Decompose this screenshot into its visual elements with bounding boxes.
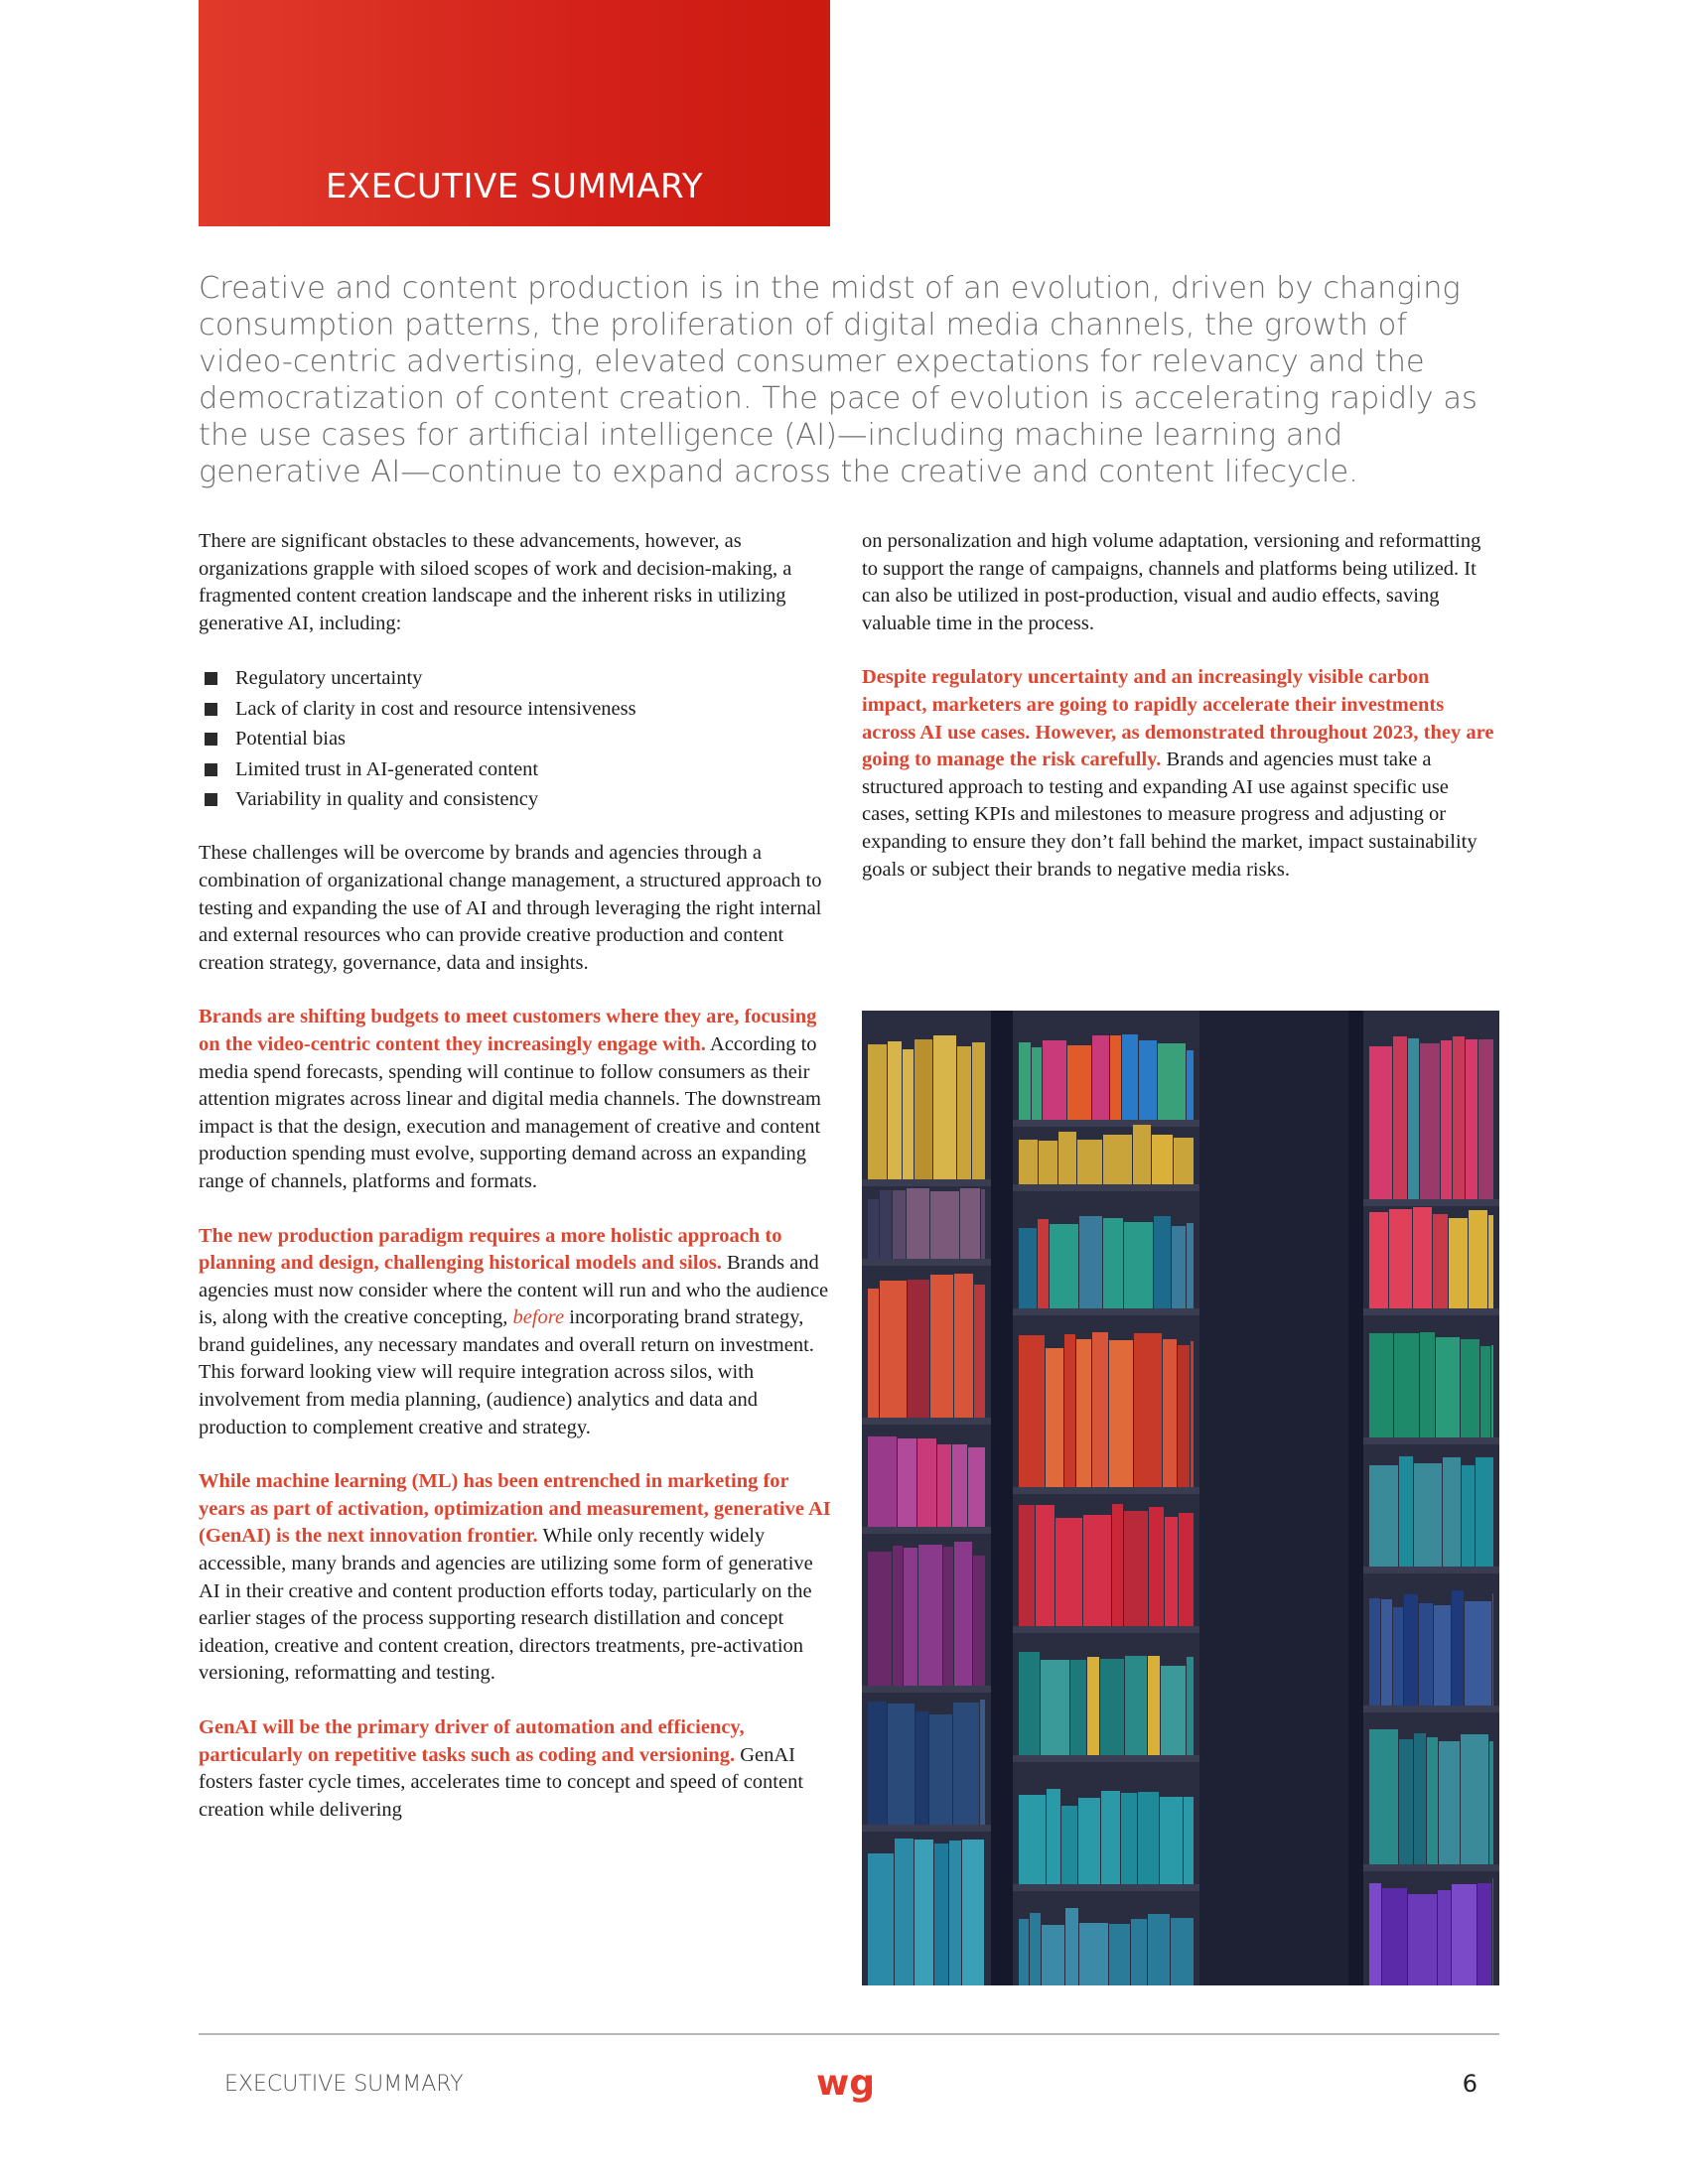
book-spine [981, 1189, 985, 1259]
book-spine [1414, 1733, 1426, 1864]
book-spine [1369, 1883, 1381, 1985]
shelf-board [1363, 1437, 1499, 1444]
book-spine [1187, 1223, 1194, 1308]
list-item: Lack of clarity in cost and resource intensiveness [199, 695, 836, 723]
book-spine [1079, 1216, 1102, 1308]
book-spine [973, 1556, 985, 1686]
book-spine [1489, 1741, 1493, 1864]
book-spine [1184, 1797, 1194, 1884]
book-spine [968, 1447, 985, 1527]
book-spine [1110, 1035, 1121, 1120]
emphasis-text: before [512, 1306, 565, 1329]
book-spine [1070, 1660, 1086, 1755]
book-spine [1187, 1050, 1194, 1120]
challenges-paragraph: These challenges will be overcome by brands and agencies through a combination of organizational change management, a structured approach to testing and expanding the use of AI and through leveraging the right internal and external resources who can provide creative production and content creation strategy, governance, data and insights. [199, 842, 822, 974]
book-spine [1408, 1894, 1437, 1985]
book-spine [1092, 1035, 1109, 1120]
highlight-text: Brands are shifting budgets to meet customers where they are, focusing on the video-centric content they increasingly engage with. [199, 1006, 817, 1055]
shelf-board [862, 1259, 991, 1266]
book-spine [1369, 1465, 1398, 1567]
book-spine [1046, 1348, 1063, 1487]
book-spine [1134, 1333, 1162, 1487]
book-spine [868, 1044, 887, 1179]
book-spine [952, 1444, 967, 1527]
book-spine [1149, 1507, 1164, 1626]
book-spine [1148, 1914, 1170, 1985]
book-spine [914, 1840, 933, 1985]
book-spine [1439, 1741, 1460, 1864]
book-spine [1369, 1729, 1398, 1864]
book-spine [868, 1702, 887, 1825]
book-spine [1452, 1590, 1464, 1706]
body-text: While only recently widely accessible, many brands and agencies are utilizing some form of generative AI in their creative and content production efforts today, particularly on the earlier stages of the process supporting research distillation and concept ideation, creative and content creation, directors treatments, pre-activation versioning, reformatting and testing. [199, 1525, 813, 1685]
book-spine [1019, 1795, 1046, 1884]
book-spine [974, 1285, 985, 1418]
highlight-text: While machine learning (ML) has been entrenched in marketing for years as part of activation, optimization and measurement, generative AI (GenAI) is the next innovation frontier. [199, 1470, 831, 1548]
book-spine [1158, 1043, 1186, 1120]
book-spine [1449, 1218, 1468, 1308]
book-spine [1019, 1228, 1037, 1308]
book-spine [1042, 1925, 1064, 1985]
book-spine [1453, 1036, 1465, 1199]
personalization-paragraph: on personalization and high volume adaptation, versioning and reformatting to support the range of campaigns, channels and platforms being utilized. It can also be utilized in post-production, visual and audio effects, saving valuable time in the process. [862, 530, 1481, 634]
budgets-paragraph [199, 1004, 836, 1195]
book-spine [1492, 1878, 1493, 1985]
book-spine [868, 1436, 897, 1527]
book-spine [880, 1190, 892, 1259]
shelf-board [862, 1418, 991, 1425]
book-spine [1414, 1463, 1442, 1567]
book-spine [903, 1049, 914, 1179]
book-spine [1441, 1040, 1452, 1199]
book-spine [904, 1548, 917, 1686]
book-spine [1434, 1605, 1451, 1706]
list-item: Regulatory uncertainty [199, 664, 836, 692]
list-item: Limited trust in AI-generated content [199, 755, 836, 783]
book-spine [1152, 1135, 1173, 1184]
highlight-text: GenAI will be the primary driver of automation and efficiency, particularly on repetitive tasks such as coding and versioning. [199, 1716, 745, 1766]
book-spine [1050, 1224, 1078, 1308]
book-spine [898, 1438, 916, 1527]
investments-paragraph [862, 664, 1497, 884]
book-spine [1462, 1465, 1475, 1567]
shelf-board [1363, 1864, 1499, 1871]
book-spine [1420, 1043, 1440, 1199]
book-spine [868, 1289, 879, 1418]
book-spine [868, 1199, 879, 1259]
book-spine [1443, 1457, 1461, 1567]
book-spine [957, 1046, 971, 1179]
book-spine [1019, 1919, 1029, 1985]
book-spine [1122, 1034, 1138, 1120]
book-spine [893, 1546, 903, 1686]
book-spine [1476, 1457, 1493, 1567]
ml-paragraph [199, 1468, 836, 1688]
footer-section-label: EXECUTIVE SUMMARY [224, 2072, 464, 2097]
shelf-board [1013, 1755, 1199, 1762]
book-spine [954, 1542, 972, 1686]
book-spine [1469, 1210, 1487, 1308]
shelf-board [1363, 1706, 1499, 1712]
highlight-text: Despite regulatory uncertainty and an increasingly visible carbon impact, marketers are going to rapidly accelerate their investments across AI use cases. However, as demonstrated throughout 2023, they are going to manage the risk carefully. [862, 666, 1494, 771]
book-spine [1087, 1657, 1099, 1755]
book-spine [1131, 1919, 1147, 1985]
highlight-text: The new production paradigm requires a more holistic approach to planning and design, challenging historical models and silos. [199, 1224, 782, 1275]
book-spine [1109, 1924, 1130, 1985]
book-spine [895, 1839, 914, 1985]
book-spine [1438, 1890, 1451, 1985]
body-text: According to media spend forecasts, spending will continue to follow consumers as their attention migrates across linear and digital media channels. The downstream impact is that the design, execution and management of creative and content production spending must evolve, supporting demand across an expanding range of channels, platforms and formats. [199, 1032, 821, 1192]
book-spine [1393, 1607, 1403, 1706]
book-spine [1187, 1657, 1194, 1755]
list-item: Variability in quality and consistency [199, 785, 836, 813]
book-spine [1399, 1739, 1413, 1864]
book-spine [1138, 1792, 1159, 1884]
book-spine [1165, 1517, 1178, 1626]
wg-logo [814, 2063, 886, 2111]
book-spine [1492, 1593, 1493, 1706]
book-spine [1121, 1793, 1137, 1884]
book-spine [1019, 1652, 1040, 1755]
book-spine [1369, 1598, 1380, 1706]
shelf-board [1013, 1308, 1199, 1315]
book-spine [1101, 1791, 1120, 1884]
book-spine [1019, 1140, 1038, 1184]
book-spine [972, 1042, 985, 1179]
book-spine [880, 1281, 907, 1418]
book-spine [1389, 1209, 1412, 1308]
book-spine [1041, 1660, 1069, 1755]
book-spine [1461, 1734, 1488, 1864]
book-spine [1488, 1215, 1493, 1308]
risks-list [199, 664, 836, 813]
book-spine [1436, 1337, 1460, 1437]
book-spine [1092, 1332, 1108, 1487]
book-spine [1076, 1339, 1091, 1487]
shelf-board [862, 1686, 991, 1693]
book-spine [1030, 1913, 1041, 1985]
shelf-board [1013, 1184, 1199, 1191]
book-spine [1124, 1222, 1153, 1308]
book-spine [868, 1853, 894, 1985]
book-spine [1079, 1923, 1108, 1985]
book-spine [954, 1274, 973, 1418]
paradigm-paragraph [199, 1223, 836, 1442]
book-spine [914, 1039, 932, 1179]
book-spine [949, 1841, 961, 1985]
book-spine [962, 1840, 984, 1985]
shelf-board [862, 1527, 991, 1534]
book-spine [1078, 1798, 1100, 1884]
book-spine [1100, 1659, 1124, 1755]
book-spine [888, 1041, 902, 1179]
book-spine [1172, 1226, 1186, 1308]
book-spine [1393, 1036, 1407, 1199]
book-spine [1019, 1335, 1045, 1487]
book-spine [1480, 1346, 1490, 1437]
book-spine [1065, 1908, 1078, 1985]
book-spine [1160, 1797, 1183, 1884]
book-spine [1133, 1125, 1151, 1184]
list-item: Potential bias [199, 725, 836, 752]
book-spine [1039, 1141, 1057, 1184]
book-spine [960, 1188, 980, 1259]
book-spine [1478, 1039, 1493, 1199]
footer-divider [199, 2033, 1499, 2035]
shelf-frame [991, 1011, 1013, 1985]
svg-text:wg: wg [816, 2063, 876, 2104]
book-spine [1179, 1513, 1194, 1626]
book-spine [1404, 1594, 1418, 1706]
book-spine [930, 1275, 953, 1418]
shelf-board [1363, 1199, 1499, 1206]
page-title: EXECUTIVE SUMMARY [325, 167, 704, 206]
book-spine [1077, 1140, 1102, 1184]
book-spine [980, 1700, 985, 1825]
book-spine [907, 1188, 929, 1259]
book-spine [1043, 1040, 1066, 1120]
book-spine [1125, 1656, 1147, 1755]
left-column [199, 528, 836, 1850]
book-spine [1064, 1334, 1075, 1487]
intro-paragraph: Creative and content production is in the midst of an evolution, driven by changing consumption patterns, the proliferation of digital media channels, the growth of video-centric advertising, elevated consumer expectations for relevancy and the democratization of content creation. The pace of evolution is accelerating rapidly as the use cases for artificial intelligence (AI)—including machine learning and generative AI—continue to expand across the creative and content lifecycle. [199, 271, 1477, 489]
book-spine [1058, 1132, 1076, 1184]
obstacles-paragraph: There are significant obstacles to these advancements, however, as organizations grapple with siloed scopes of work and decision-making, a fragmented content creation landscape and the inherent risks in utilizing generative AI, including: [199, 530, 792, 634]
book-spine [1369, 1046, 1392, 1199]
book-spine [1408, 1038, 1419, 1199]
book-spine [1381, 1599, 1392, 1706]
book-spine [1055, 1518, 1082, 1626]
book-spine [1452, 1884, 1477, 1985]
bookshelf-image [862, 1011, 1499, 1985]
book-spine [917, 1438, 936, 1527]
page-number: 6 [1462, 2070, 1477, 2098]
book-spine [943, 1547, 953, 1686]
book-spine [1038, 1219, 1049, 1308]
book-spine [1461, 1339, 1479, 1437]
book-spine [1477, 1883, 1491, 1985]
book-spine [1103, 1135, 1132, 1184]
book-spine [1433, 1214, 1448, 1308]
book-spine [1491, 1345, 1493, 1437]
book-spine [1369, 1212, 1388, 1308]
book-spine [1427, 1737, 1438, 1864]
book-spine [1171, 1918, 1194, 1985]
book-spine [937, 1444, 951, 1527]
book-spine [934, 1843, 948, 1985]
body-text: Brands and agencies must take a structured approach to testing and expanding AI use against specific use cases, setting KPIs and milestones to measure progress and adjusting or expanding to ensure they don’t fall behind the market, impact sustainability goals or subject their brands to negative media risks. [862, 749, 1477, 881]
book-spine [1163, 1339, 1177, 1487]
book-spine [929, 1714, 952, 1825]
book-spine [1174, 1138, 1194, 1184]
shelf-board [862, 1825, 991, 1832]
book-spine [888, 1704, 914, 1825]
book-spine [1139, 1040, 1157, 1120]
book-spine [1191, 1341, 1194, 1487]
book-spine [1420, 1332, 1435, 1437]
book-spine [1019, 1505, 1035, 1626]
book-spine [918, 1545, 942, 1686]
book-spine [1148, 1656, 1160, 1755]
book-spine [953, 1703, 979, 1825]
book-spine [1419, 1603, 1433, 1706]
genai-paragraph [199, 1714, 836, 1824]
body-text: Brands and agencies must now consider where the content will run and who the audience is, along with the creative concepting, [199, 1252, 829, 1329]
book-spine [908, 1280, 929, 1418]
book-spine [1067, 1045, 1091, 1120]
book-spine [1413, 1207, 1432, 1308]
book-spine [930, 1191, 959, 1259]
right-column [862, 528, 1497, 910]
shelf-frame [1348, 1011, 1363, 1985]
book-spine [1019, 1042, 1031, 1120]
book-spine [1394, 1333, 1419, 1437]
shelf-board [1013, 1487, 1199, 1494]
book-spine [1109, 1340, 1133, 1487]
shelf-board [1013, 1626, 1199, 1633]
book-spine [893, 1190, 906, 1259]
book-spine [1466, 1039, 1477, 1199]
book-spine [915, 1711, 928, 1825]
book-spine [1382, 1888, 1407, 1985]
book-spine [1178, 1345, 1190, 1487]
shelf-board [1363, 1308, 1499, 1315]
shelf-board [862, 1179, 991, 1186]
shelf-board [1013, 1120, 1199, 1127]
book-spine [1112, 1504, 1123, 1626]
book-spine [1083, 1515, 1111, 1626]
book-spine [933, 1035, 956, 1179]
book-spine [1124, 1511, 1148, 1626]
book-spine [1161, 1666, 1186, 1755]
book-spine [1103, 1218, 1123, 1308]
book-spine [1061, 1806, 1077, 1884]
body-text: GenAI fosters faster cycle times, accelerates time to concept and speed of content creation while delivering [199, 1743, 804, 1821]
bookshelf-illustration [862, 1011, 1499, 1985]
book-spine [1465, 1601, 1491, 1706]
shelf-board [1363, 1567, 1499, 1573]
book-spine [1036, 1505, 1055, 1626]
book-spine [1154, 1216, 1171, 1308]
book-spine [868, 1552, 892, 1686]
body-text: incorporating brand strategy, brand guidelines, any necessary mandates and overall return on investment. This forward looking view will require integration across silos, with involvement from media planning, (audience) analytics and data and production to complement creative and strategy. [199, 1306, 814, 1438]
shelf-board [1013, 1884, 1199, 1891]
book-spine [1047, 1789, 1060, 1884]
book-spine [1369, 1333, 1393, 1437]
book-spine [1399, 1456, 1413, 1567]
book-spine [1032, 1047, 1042, 1120]
